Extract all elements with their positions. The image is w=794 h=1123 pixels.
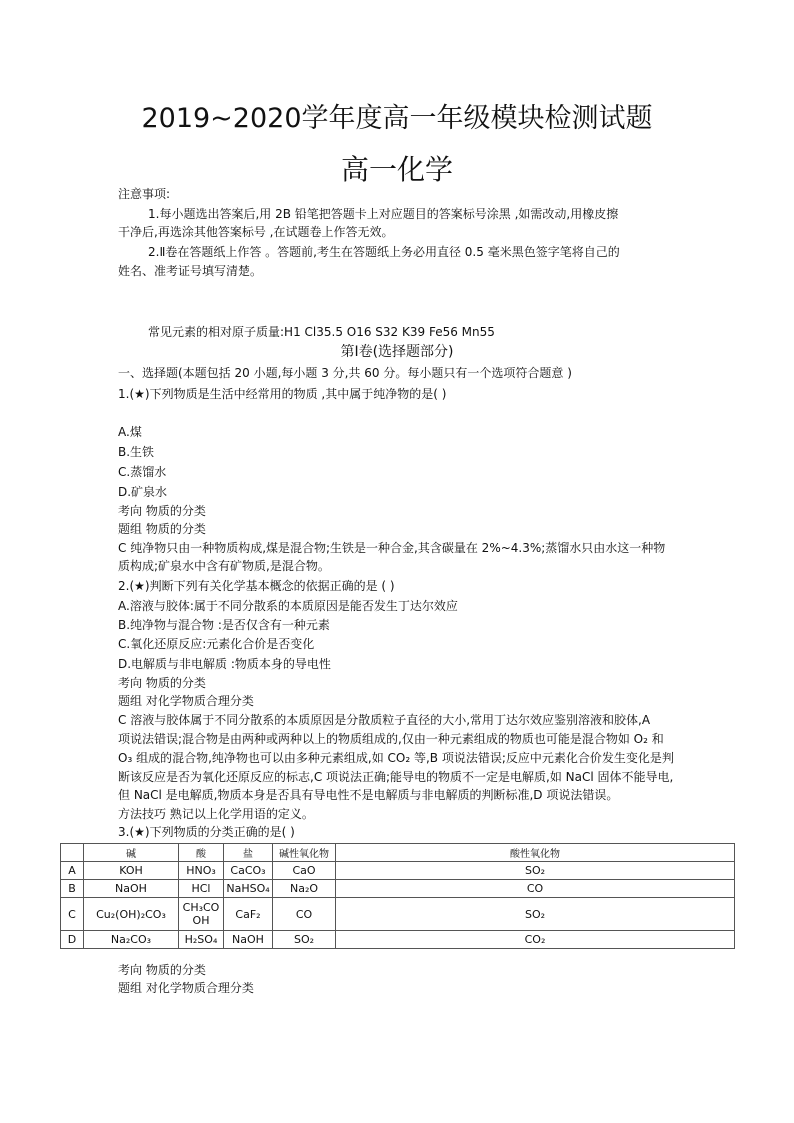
table-cell: SO₂: [336, 898, 735, 931]
table-cell: HNO₃: [179, 862, 224, 880]
table-cell: KOH: [84, 862, 179, 880]
table-row: [61, 931, 735, 949]
q1-option-c: C.蒸馏水: [118, 465, 167, 479]
q2-answer-line-1: C 溶液与胶体属于不同分散系的本质原因是分散质粒子直径的大小,常用丁达尔效应鉴别溶液和胶体,A: [118, 713, 651, 727]
table-cell: SO₂: [336, 862, 735, 880]
table-header: [61, 844, 84, 862]
q1-group: 题组 物质的分类: [118, 522, 206, 536]
atomic-mass-line: 常见元素的相对原子质量:H1 Cl35.5 O16 S32 K39 Fe56 Mn55: [148, 325, 495, 339]
q2-answer-line-2: 项说法错误;混合物是由两种或两种以上的物质组成的,仅由一种元素组成的物质也可能是混合物如 O₂ 和: [118, 732, 664, 746]
table-cell: A: [61, 862, 84, 880]
table-cell: HCl: [179, 880, 224, 898]
table-cell: NaOH: [84, 880, 179, 898]
table-cell: NaHSO₄: [224, 880, 273, 898]
q2-answer-line-3: O₃ 组成的混合物,纯净物也可以由多种元素组成,如 CO₂ 等,B 项说法错误;反应中元素化合价发生变化是判: [118, 751, 674, 765]
table-cell: D: [61, 931, 84, 949]
q1-option-d: D.矿泉水: [118, 485, 168, 499]
table-cell: B: [61, 880, 84, 898]
table-header: 碱性氧化物: [273, 844, 336, 862]
notice-2-line-2: 姓名、准考证号填写清楚。: [118, 264, 263, 278]
section-one-heading: 一、选择题(本题包括 20 小题,每小题 3 分,共 60 分。每小题只有一个选项符合题意 ): [118, 366, 572, 380]
table-cell: CaCO₃: [224, 862, 273, 880]
table-cell: Cu₂(OH)₂CO₃: [84, 898, 179, 931]
table-cell: Na₂CO₃: [84, 931, 179, 949]
table-cell: Na₂O: [273, 880, 336, 898]
table-header: 酸性氧化物: [336, 844, 735, 862]
q1-answer-line-2: 质构成;矿泉水中含有矿物质,是混合物。: [118, 559, 330, 573]
table-header: 酸: [179, 844, 224, 862]
classification-table: [60, 843, 735, 949]
q2-option-d: D.电解质与非电解质 :物质本身的导电性: [118, 657, 331, 671]
table-cell: CO: [273, 898, 336, 931]
q2-group: 题组 对化学物质合理分类: [118, 694, 254, 708]
notice-1-line-1: 1.每小题选出答案后,用 2B 铅笔把答题卡上对应题目的答案标号涂黑 ,如需改动,用橡皮擦: [148, 207, 619, 221]
q1-answer-line-1: C 纯净物只由一种物质构成,煤是混合物;生铁是一种合金,其含碳量在 2%~4.3%;蒸馏水只由水这一种物: [118, 541, 666, 555]
part-one-heading: 第Ⅰ卷(选择题部分): [340, 344, 454, 360]
notice-heading: 注意事项:: [118, 187, 171, 201]
table-header: 盐: [224, 844, 273, 862]
q2-option-c: C.氧化还原反应:元素化合价是否变化: [118, 637, 315, 651]
q1-stem: 1.(★)下列物质是生活中经常用的物质 ,其中属于纯净物的是( ): [118, 387, 447, 401]
table-cell: CaF₂: [224, 898, 273, 931]
q1-option-a: A.煤: [118, 425, 142, 439]
table-row: [61, 880, 735, 898]
q1-option-b: B.生铁: [118, 445, 155, 459]
table-cell: H₂SO₄: [179, 931, 224, 949]
exam-title: 2019~2020学年度高一年级模块检测试题: [141, 103, 653, 134]
q2-answer-line-5: 但 NaCl 是电解质,物质本身是否具有导电性不是电解质与非电解质的判断标准,D 项说法错误。: [118, 788, 619, 802]
q2-option-b: B.纯净物与混合物 :是否仅含有一种元素: [118, 618, 330, 632]
table-cell: NaOH: [224, 931, 273, 949]
table-row: [61, 898, 735, 931]
q3-group: 题组 对化学物质合理分类: [118, 981, 254, 995]
q3-topic: 考向 物质的分类: [118, 963, 206, 977]
q2-option-a: A.溶液与胶体:属于不同分散系的本质原因是能否发生丁达尔效应: [118, 599, 458, 613]
notice-2-line-1: 2.Ⅱ卷在答题纸上作答 。答题前,考生在答题纸上务必用直径 0.5 毫米黑色签字笔将自己的: [148, 245, 620, 259]
q2-stem: 2.(★)判断下列有关化学基本概念的依据正确的是 ( ): [118, 579, 395, 593]
q1-topic: 考向 物质的分类: [118, 504, 206, 518]
table-cell: C: [61, 898, 84, 931]
table-cell: SO₂: [273, 931, 336, 949]
table-cell: CO₂: [336, 931, 735, 949]
table-cell: CaO: [273, 862, 336, 880]
exam-subject: 高一化学: [340, 153, 453, 186]
table-cell: CO: [336, 880, 735, 898]
table-cell: CH₃COOH: [179, 898, 224, 931]
table-header: 碱: [84, 844, 179, 862]
notice-1-line-2: 干净后,再选涂其他答案标号 ,在试题卷上作答无效。: [118, 225, 394, 239]
table-row: [61, 862, 735, 880]
q3-stem: 3.(★)下列物质的分类正确的是( ): [118, 825, 295, 839]
q2-topic: 考向 物质的分类: [118, 676, 206, 690]
q2-answer-line-4: 断该反应是否为氧化还原反应的标志,C 项说法正确;能导电的物质不一定是电解质,如 NaCl 固体不能导电,: [118, 770, 674, 784]
table-header-row: [61, 844, 735, 862]
q2-method-tip: 方法技巧 熟记以上化学用语的定义。: [118, 807, 314, 821]
